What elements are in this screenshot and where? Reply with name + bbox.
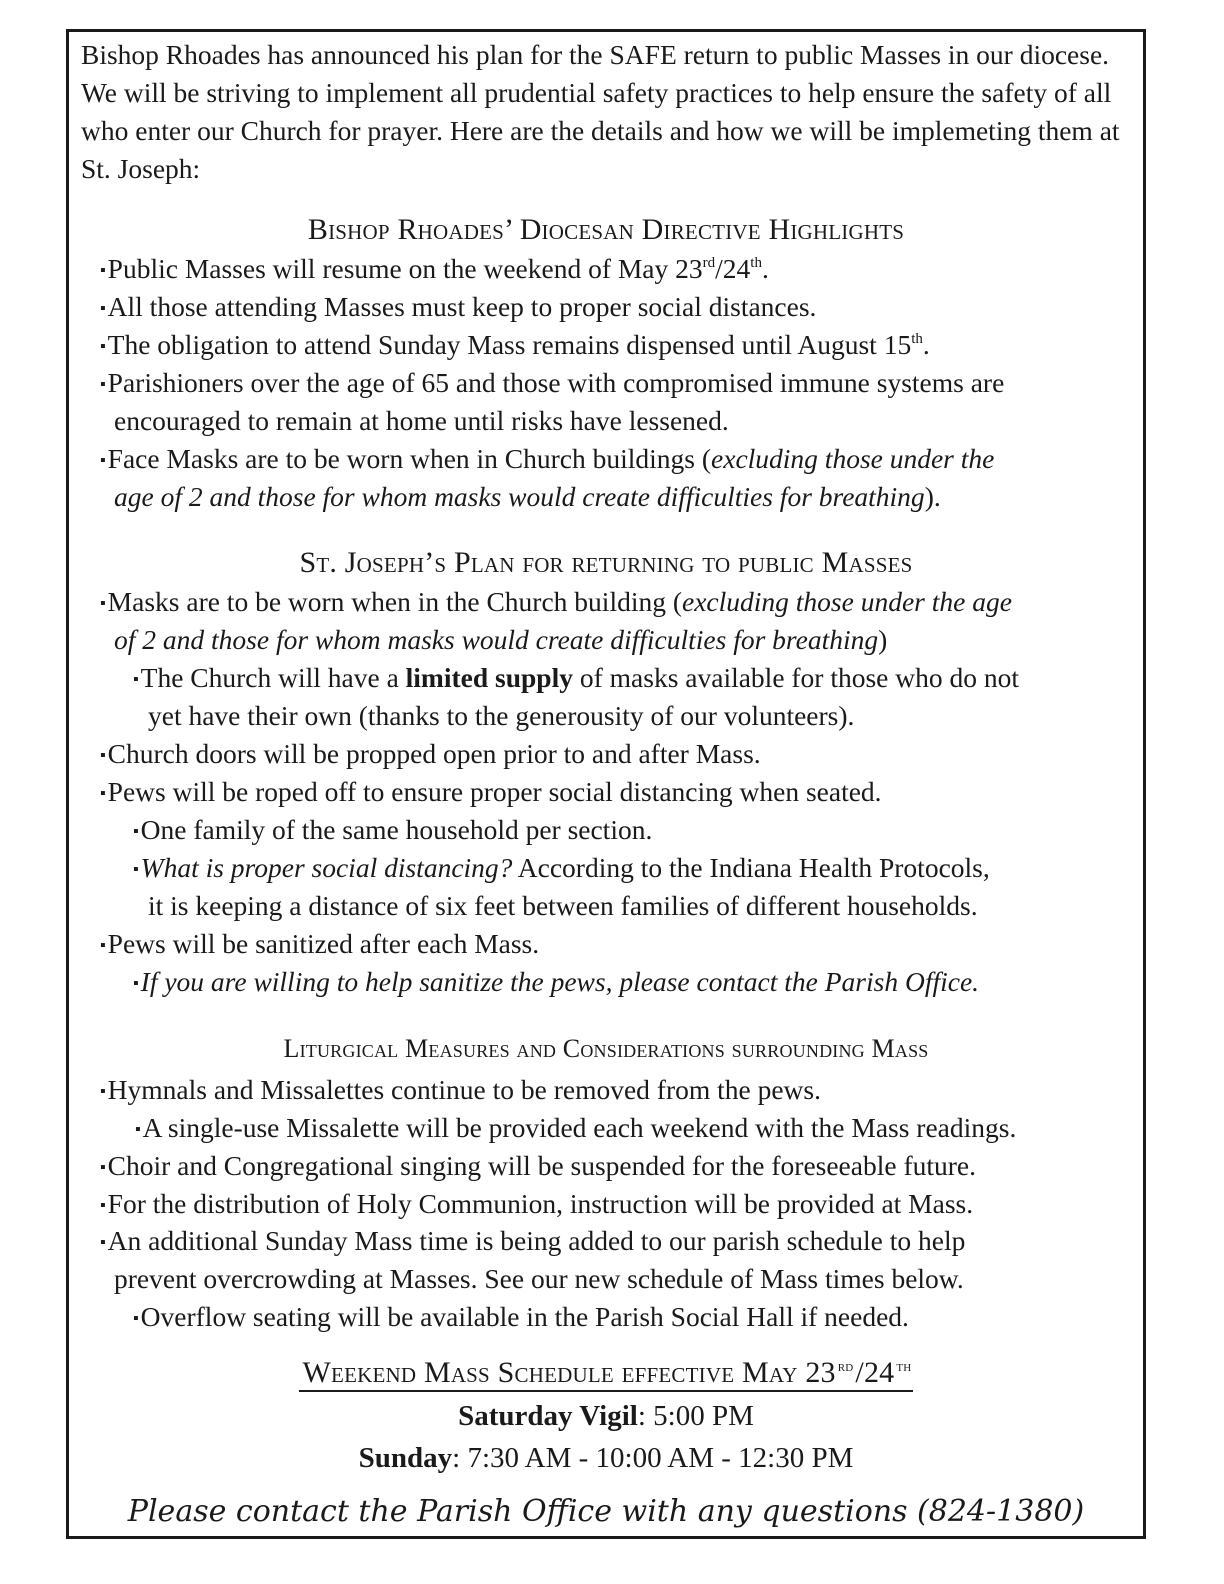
plan-bullet-pews-sanitized: ▪Pews will be sanitized after each Mass. (100, 928, 540, 959)
heading-liturgical-measures: Liturgical Measures and Considerations surrounding Mass (283, 1034, 929, 1063)
directive-bullet-face-masks: ▪Face Masks are to be worn when in Church buildings (excluding those under the (100, 443, 995, 474)
bullet-icon: ▪ (100, 1197, 106, 1214)
bullet-icon: ▪ (100, 937, 106, 954)
bullet-icon: ▪ (100, 1159, 106, 1176)
bullet-icon: ▪ (100, 1083, 106, 1100)
liturgical-bullet-additional-mass: ▪An additional Sunday Mass time is being added to our parish schedule to help (100, 1225, 966, 1256)
bullet-icon: ▪ (100, 747, 106, 764)
plan-sub-social-distancing-cont: it is keeping a distance of six feet between families of different households. (148, 890, 978, 921)
bullet-icon: ▪ (100, 300, 106, 317)
contact-line: Please contact the Parish Office with any questions (824-1380) (127, 1494, 1085, 1529)
bullet-icon: ▪ (100, 452, 106, 469)
bullet-icon: ▪ (135, 1121, 141, 1138)
bullet-icon: ▪ (133, 975, 139, 992)
bullet-icon: ▪ (100, 785, 106, 802)
bullet-icon: ▪ (133, 671, 139, 688)
bullet-icon: ▪ (100, 376, 106, 393)
heading-st-joseph-plan: St. Joseph’s Plan for returning to public Masses (299, 546, 913, 579)
plan-bullet-masks: ▪Masks are to be worn when in the Church building (excluding those under the age (100, 586, 1012, 617)
plan-bullet-pews-roped: ▪Pews will be roped off to ensure proper social distancing when seated. (100, 776, 882, 807)
directive-bullet-obligation: ▪The obligation to attend Sunday Mass remains dispensed until August 15th. (100, 329, 930, 360)
directive-bullet-social-distance: ▪All those attending Masses must keep to proper social distances. (100, 291, 817, 322)
bullet-icon: ▪ (133, 1310, 139, 1327)
liturgical-bullet-singing: ▪Choir and Congregational singing will be suspended for the foreseeable future. (100, 1150, 976, 1181)
plan-sub-one-family: ▪One family of the same household per section. (133, 814, 653, 845)
plan-bullet-masks-cont: of 2 and those for whom masks would create difficulties for breathing) (114, 624, 888, 655)
bullet-icon: ▪ (133, 823, 139, 840)
bullet-icon: ▪ (100, 262, 106, 279)
liturgical-bullet-hymnals: ▪Hymnals and Missalettes continue to be removed from the pews. (100, 1074, 821, 1105)
liturgical-sub-missalette: ▪A single-use Missalette will be provided each weekend with the Mass readings. (135, 1112, 1017, 1143)
bullet-icon: ▪ (133, 861, 139, 878)
plan-bullet-doors: ▪Church doors will be propped open prior to and after Mass. (100, 738, 761, 769)
heading-mass-schedule: Weekend Mass Schedule effective May 23 $^{rd}$/24 $^{th}$ (66, 1355, 1146, 1391)
liturgical-sub-overflow: ▪Overflow seating will be available in the Parish Social Hall if needed. (133, 1301, 909, 1332)
bullet-icon: ▪ (100, 1234, 106, 1251)
bullet-icon: ▪ (100, 338, 106, 355)
liturgical-bullet-communion: ▪For the distribution of Holy Communion, instruction will be provided at Mass. (100, 1188, 974, 1219)
schedule-saturday: Saturday Vigil: 5:00 PM (458, 1400, 754, 1432)
heading-diocesan-directive: Bishop Rhoades’ Diocesan Directive Highlights (307, 213, 905, 246)
directive-bullet-age-65-cont: encouraged to remain at home until risks have lessened. (114, 405, 729, 436)
plan-sub-limited-supply-cont: yet have their own (thanks to the generousity of our volunteers). (148, 700, 855, 731)
plan-sub-social-distancing: ▪What is proper social distancing? According to the Indiana Health Protocols, (133, 852, 990, 883)
directive-bullet-face-masks-cont: age of 2 and those for whom masks would create difficulties for breathing). (114, 481, 941, 512)
bullet-icon: ▪ (100, 595, 106, 612)
directive-bullet-public-masses: ▪Public Masses will resume on the weekend of May 23rd/24th. (100, 253, 769, 284)
plan-sub-volunteer-sanitize: ▪If you are willing to help sanitize the pews, please contact the Parish Office. (133, 966, 980, 997)
liturgical-bullet-additional-mass-cont: prevent overcrowding at Masses. See our new schedule of Mass times below. (114, 1263, 964, 1294)
directive-bullet-age-65: ▪Parishioners over the age of 65 and those with compromised immune systems are (100, 367, 1005, 398)
intro-paragraph: Bishop Rhoades has announced his plan for the SAFE return to public Masses in our diocese. We will be striving to implement all prudential safety practices to help ensure the safety of all who enter our Church for prayer. Here are the details and how we will be implemeting them at St. Joseph: (81, 39, 1120, 184)
schedule-sunday: Sunday: 7:30 AM - 10:00 AM - 12:30 PM (358, 1442, 854, 1474)
plan-sub-limited-supply: ▪The Church will have a limited supply of masks available for those who do not (133, 662, 1020, 693)
